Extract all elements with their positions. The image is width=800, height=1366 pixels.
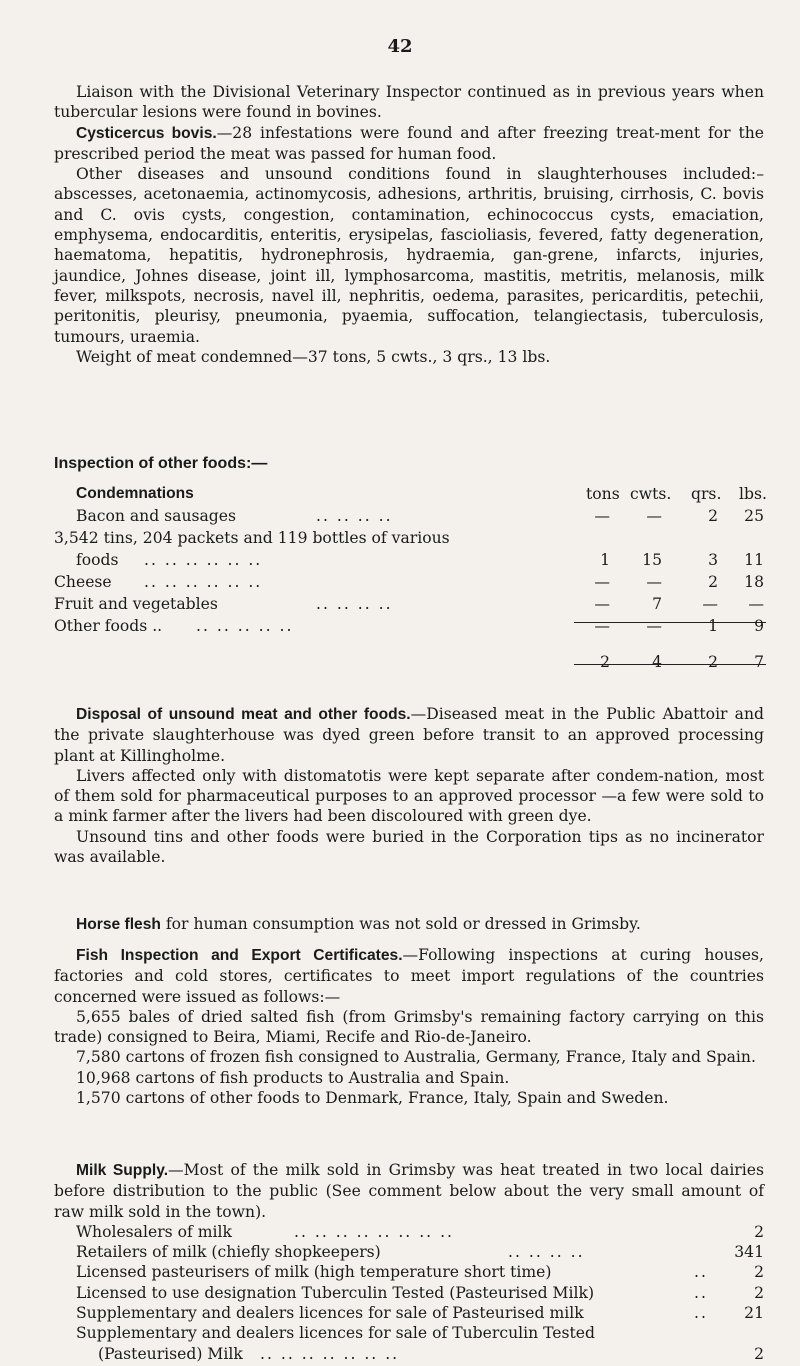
cell-cwts: —: [646, 573, 662, 591]
milk-row: [54, 1222, 764, 1242]
milk-row-value: 2: [754, 1263, 764, 1282]
disposal-text: —Diseased meat in the Public Abattoir and the private slaughterhouse was dyed green before transit to an approved processing plant at Killingholme.: [54, 705, 764, 765]
col-tons: tons: [586, 485, 620, 503]
milk-row-continued: [54, 1344, 764, 1364]
cell-qrs: 2: [708, 507, 718, 525]
total-row: [54, 652, 764, 674]
cell-lbs: 9: [754, 617, 764, 635]
leader-dots: .. .. .. ..: [316, 507, 393, 525]
row-label: Bacon and sausages: [76, 507, 237, 525]
cell-tons: —: [594, 507, 610, 525]
cell-cwts: —: [646, 507, 662, 525]
disposal-section: [54, 704, 764, 867]
leader-dots: ..: [694, 1263, 708, 1282]
milk-row-label: Licensed to use designation Tuberculin Tested (Pasteurised Milk): [76, 1283, 595, 1302]
milk-row: [54, 1323, 764, 1343]
cell-qrs: —: [702, 595, 718, 613]
horse-text: for human consumption was not sold or dressed in Grimsby.: [160, 915, 641, 933]
milk-heading: Milk Supply.: [76, 1162, 169, 1179]
disposal-heading: Disposal of unsound meat and other foods.: [76, 706, 411, 723]
cell-cwts: 7: [652, 595, 662, 613]
milk-row-value: 21: [744, 1304, 764, 1323]
fish-item: 5,655 bales of dried salted fish (from Grimsby's remaining factory carrying on this trade) consigned to Beira, Miami, Recife and Rio-de-Janeiro.: [54, 1007, 764, 1047]
leader-dots: .. .. .. ..: [316, 595, 393, 613]
milk-row: [54, 1303, 764, 1323]
milk-row-label: Wholesalers of milk: [76, 1222, 232, 1241]
fish-paragraph: [54, 945, 764, 1007]
total-tons: 2: [600, 653, 610, 671]
cell-cwts: 15: [642, 551, 662, 569]
tins-paragraph: Unsound tins and other foods were buried in the Corporation tips as no incinerator was available.: [54, 827, 764, 867]
milk-row-value: 2: [754, 1344, 764, 1363]
col-qrs: qrs.: [691, 485, 722, 503]
row-label: Cheese: [54, 573, 112, 591]
milk-row-label: Licensed pasteurisers of milk (high temperature short time): [76, 1263, 552, 1282]
cysticercus-heading: Cysticercus bovis.: [76, 124, 217, 142]
cell-tons: —: [594, 595, 610, 613]
horse-section: [54, 914, 764, 935]
row-label-continued: foods: [76, 551, 119, 569]
fish-item: 1,570 cartons of other foods to Denmark, France, Italy, Spain and Sweden.: [76, 1089, 669, 1108]
cell-tons: —: [594, 617, 610, 635]
weight-condemned: Weight of meat condemned—37 tons, 5 cwts., 3 qrs., 13 lbs.: [76, 347, 551, 366]
milk-row: [54, 1262, 764, 1282]
total-rule-top: [574, 622, 766, 623]
table-title: Condemnations: [76, 485, 194, 502]
cell-qrs: 2: [708, 573, 718, 591]
leader-dots: .. .. .. .. .. ..: [144, 573, 263, 591]
cysticercus-paragraph: [54, 123, 764, 165]
cell-lbs: —: [748, 595, 764, 613]
milk-row-value: 2: [754, 1283, 764, 1302]
row-label: Fruit and vegetables: [54, 595, 218, 613]
milk-row: [54, 1242, 764, 1262]
intro-section: [54, 82, 764, 367]
milk-row-value: 2: [754, 1222, 764, 1241]
row-label: 3,542 tins, 204 packets and 119 bottles of various: [54, 529, 450, 547]
cell-qrs: 1: [708, 617, 718, 635]
row-label: Other foods ..: [54, 617, 163, 635]
milk-row-label: Retailers of milk (chiefly shopkeepers): [76, 1243, 381, 1262]
total-qrs: 2: [708, 653, 718, 671]
leader-dots: ..: [694, 1304, 708, 1323]
col-cwts: cwts.: [630, 485, 672, 503]
table-row: [54, 506, 764, 528]
horse-paragraph: [54, 914, 764, 935]
table-row: [54, 572, 764, 594]
inspection-heading: Inspection of other foods:—: [54, 455, 268, 472]
total-cwts: 4: [652, 653, 662, 671]
milk-section: [54, 1160, 764, 1364]
cell-cwts: —: [646, 617, 662, 635]
cell-tons: 1: [600, 551, 610, 569]
leader-dots: .. .. .. .. ..: [196, 617, 294, 635]
leader-dots: .. .. .. .. .. .. ..: [260, 1344, 400, 1363]
horse-heading: Horse flesh: [76, 916, 161, 933]
milk-row-value: 341: [734, 1243, 764, 1262]
fish-item: 10,968 cartons of fish products to Australia and Spain.: [76, 1068, 510, 1087]
other-diseases-paragraph: Other diseases and unsound conditions found in slaughterhouses included:– abscesses, acetonaemia, actinomycosis, adhesions, arthritis, bruising, cirrhosis, C. bovis and C. ovis cysts, congestion, contamination, echinococcus cysts, emaciation, emphysema, endocarditis, enteritis, erysipelas, fascioliasis, fevered, fatty degeneration, haematoma, hepatitis, hydronephrosis, hydraemia, gan-grene, infarcts, injuries, jaundice, Johnes disease, joint ill, lymphosarcoma, mastitis, metritis, melanosis, milk fever, milkspots, necrosis, navel ill, nephritis, oedema, parasites, pericarditis, petechii, peritonitis, pleurisy, pneumonia, pyaemia, suffocation, telangiectasis, tuberculosis, tumours, uraemia.: [54, 165, 764, 346]
livers-paragraph: Livers affected only with distomatotis were kept separate after condem-nation, most of them sold for pharmaceutical purposes to an approved processor —a few were sold to a mink farmer after the livers had been discoloured with green dye.: [54, 766, 764, 826]
table-row-continued: [54, 550, 764, 572]
liaison-paragraph: Liaison with the Divisional Veterinary Inspector continued as in previous years when tubercular lesions were found in bovines.: [54, 83, 764, 122]
cell-tons: —: [594, 573, 610, 591]
milk-row-label-continued: (Pasteurised) Milk: [98, 1344, 243, 1363]
leader-dots: .. .. .. .. .. ..: [144, 551, 263, 569]
page-number: 42: [387, 36, 413, 57]
table-header: [54, 484, 767, 506]
fish-heading: Fish Inspection and Export Certificates.: [76, 947, 403, 964]
col-lbs: lbs.: [739, 485, 767, 503]
milk-row-label: Supplementary and dealers licences for sale of Tuberculin Tested: [76, 1324, 595, 1343]
milk-text: —Most of the milk sold in Grimsby was heat treated in two local dairies before distribution to the public (See comment below about the very small amount of raw milk sold in the town).: [54, 1161, 764, 1221]
fish-text: —Following inspections at curing houses, factories and cold stores, certificates to meet import regulations of the countries concerned were issued as follows:—: [54, 946, 764, 1006]
fish-item: 7,580 cartons of frozen fish consigned to Australia, Germany, France, Italy and Spain.: [76, 1048, 756, 1067]
fish-section: [54, 945, 764, 1108]
leader-dots: .. .. .. ..: [508, 1243, 585, 1262]
table-row: [54, 528, 764, 550]
leader-dots: .. .. .. .. .. .. .. ..: [294, 1222, 455, 1241]
total-rule-bottom: [574, 664, 766, 665]
milk-paragraph: [54, 1160, 764, 1222]
cell-lbs: 11: [744, 551, 764, 569]
milk-row-label: Supplementary and dealers licences for sale of Pasteurised milk: [76, 1304, 584, 1323]
total-lbs: 7: [754, 653, 764, 671]
condemnations-table: [54, 484, 767, 674]
table-row: [54, 594, 764, 616]
cell-lbs: 18: [744, 573, 764, 591]
disposal-paragraph: [54, 704, 764, 766]
table-row: [54, 616, 764, 638]
cell-qrs: 3: [708, 551, 718, 569]
cell-lbs: 25: [744, 507, 764, 525]
milk-row: [54, 1283, 764, 1303]
cysticercus-text: —28 infestations were found and after freezing treat-ment for the prescribed period the meat was passed for human food.: [54, 123, 765, 163]
leader-dots: ..: [694, 1283, 708, 1302]
